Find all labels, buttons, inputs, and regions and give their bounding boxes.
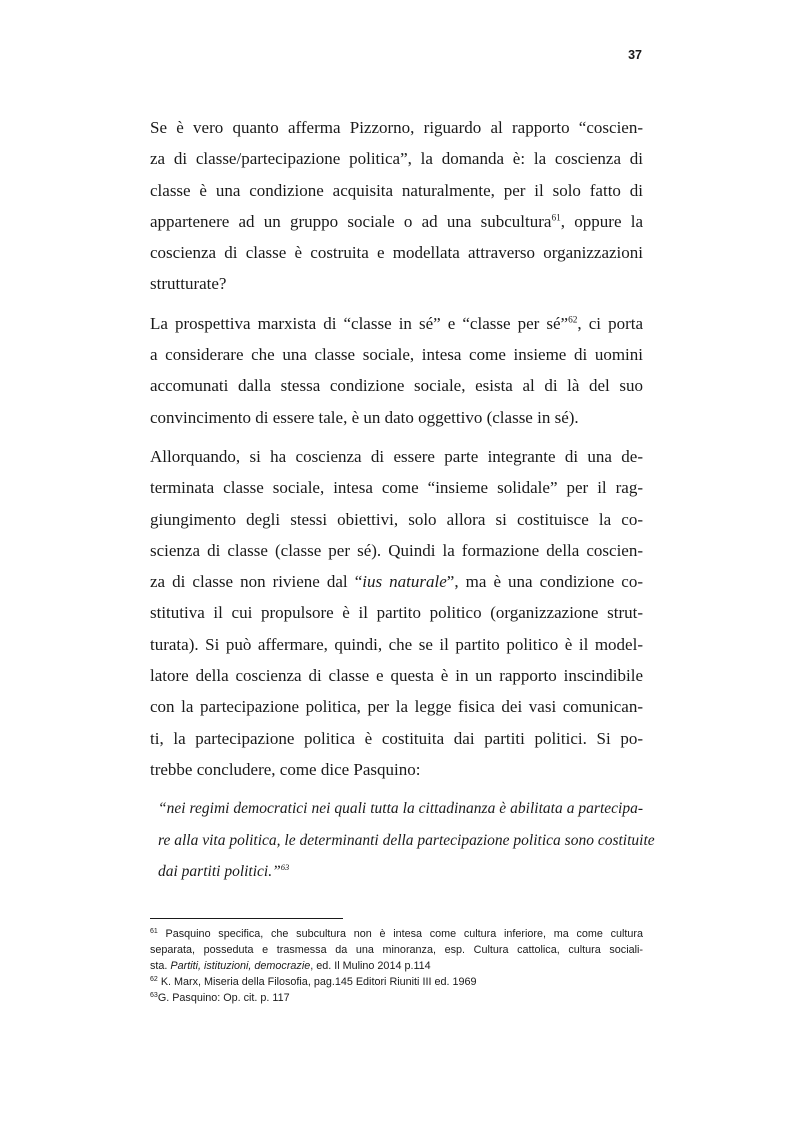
text-line: za di classe/partecipazione politica”, la domanda è: la coscienza di	[150, 149, 643, 169]
text-line: strutturate?	[150, 274, 227, 294]
footnote-line: sta. Partiti, istituzioni, democrazie, ed. Il Mulino 2014 p.114	[150, 960, 431, 972]
text-line: scienza di classe (classe per sé). Quindi la formazione della coscien-	[150, 540, 643, 560]
text-line: classe è una condizione acquisita naturalmente, per il solo fatto di	[150, 180, 643, 200]
quote-line: re alla vita politica, le determinanti della partecipazione politica sono costituite	[158, 831, 655, 849]
text-line: turata). Si può affermare, quindi, che se il partito politico è il model-	[150, 634, 643, 654]
latin-term: ius naturale	[362, 572, 447, 592]
footnote-line: $^{63}$G. Pasquino: Op. cit. p. 117	[150, 991, 290, 1004]
text-line: Allorquando, si ha coscienza di essere parte integrante di una de-	[150, 446, 643, 466]
footnote-61	[150, 926, 643, 974]
footnote-line: separata, posseduta e trasmessa da una minoranza, esp. Cultura cattolica, cultura sociali-	[150, 944, 643, 956]
book-title: Partiti, istituzioni, democrazie	[170, 960, 311, 972]
text-line: Se è vero quanto afferma Pizzorno, riguardo al rapporto “coscien-	[150, 118, 643, 137]
footnote-ref-63[interactable]: 63	[280, 861, 290, 872]
footnote-number: 63	[150, 991, 158, 999]
page-number: 37	[628, 48, 642, 62]
footnote-line: $^{61}$ Pasquino specifica, che subcultura non è intesa come cultura inferiore, ma come cultura	[150, 927, 644, 940]
text-line: a considerare che una classe sociale, intesa come insieme di uomini	[150, 345, 643, 365]
text-line: ti, la partecipazione politica è costituita dai partiti politici. Si po-	[150, 728, 643, 748]
footnote-line: $^{62}$ K. Marx, Miseria della Filosofia, pag.145 Editori Riuniti III ed. 1969	[150, 975, 477, 988]
footnote-63	[150, 990, 643, 1006]
text-line: appartenere ad un gruppo sociale o ad una subcultura$^{61}$, oppure la	[150, 211, 643, 231]
body-text	[150, 112, 655, 887]
text-line: latore della coscienza di classe e questa è in un rapporto inscindibile	[150, 666, 643, 686]
footnote-ref-61[interactable]: 61	[551, 213, 561, 224]
text-line: con la partecipazione politica, per la legge fisica dei vasi comunican-	[150, 697, 643, 717]
quote-line: dai partiti politici.”$^{63}$	[158, 861, 290, 880]
paragraph-2	[150, 308, 643, 433]
text-line: giungimento degli stessi obiettivi, solo allora si costituisce la co-	[150, 509, 643, 529]
quote-line: “nei regimi democratici nei quali tutta la cittadinanza è abilitata a partecipa-	[158, 800, 643, 818]
text-line: za di classe non riviene dal “ius naturale”, ma è una condizione co-	[150, 572, 644, 592]
footnote-number: 62	[150, 975, 158, 983]
text-line: terminata classe sociale, intesa come “insieme solidale” per il rag-	[150, 478, 643, 498]
text-line: La prospettiva marxista di “classe in sé” e “classe per sé”$^{62}$, ci porta	[150, 313, 644, 333]
footnote-number: 61	[150, 927, 158, 935]
block-quote	[150, 793, 655, 887]
paragraph-3	[150, 441, 643, 785]
footnote-62	[150, 974, 643, 990]
footnotes	[150, 926, 643, 1006]
text-line: accomunati dalla stessa condizione sociale, esista al di là del suo	[150, 376, 643, 396]
text-line: trebbe concludere, come dice Pasquino:	[150, 759, 421, 779]
text-line: coscienza di classe è costruita e modellata attraverso organizzazioni	[150, 243, 643, 263]
paragraph-1	[150, 112, 643, 300]
footnote-ref-62[interactable]: 62	[568, 315, 578, 326]
text-line: convincimento di essere tale, è un dato oggettivo (classe in sé).	[150, 407, 579, 427]
footnote-separator	[150, 918, 343, 919]
text-line: stitutiva il cui propulsore è il partito politico (organizzazione strut-	[150, 603, 643, 623]
